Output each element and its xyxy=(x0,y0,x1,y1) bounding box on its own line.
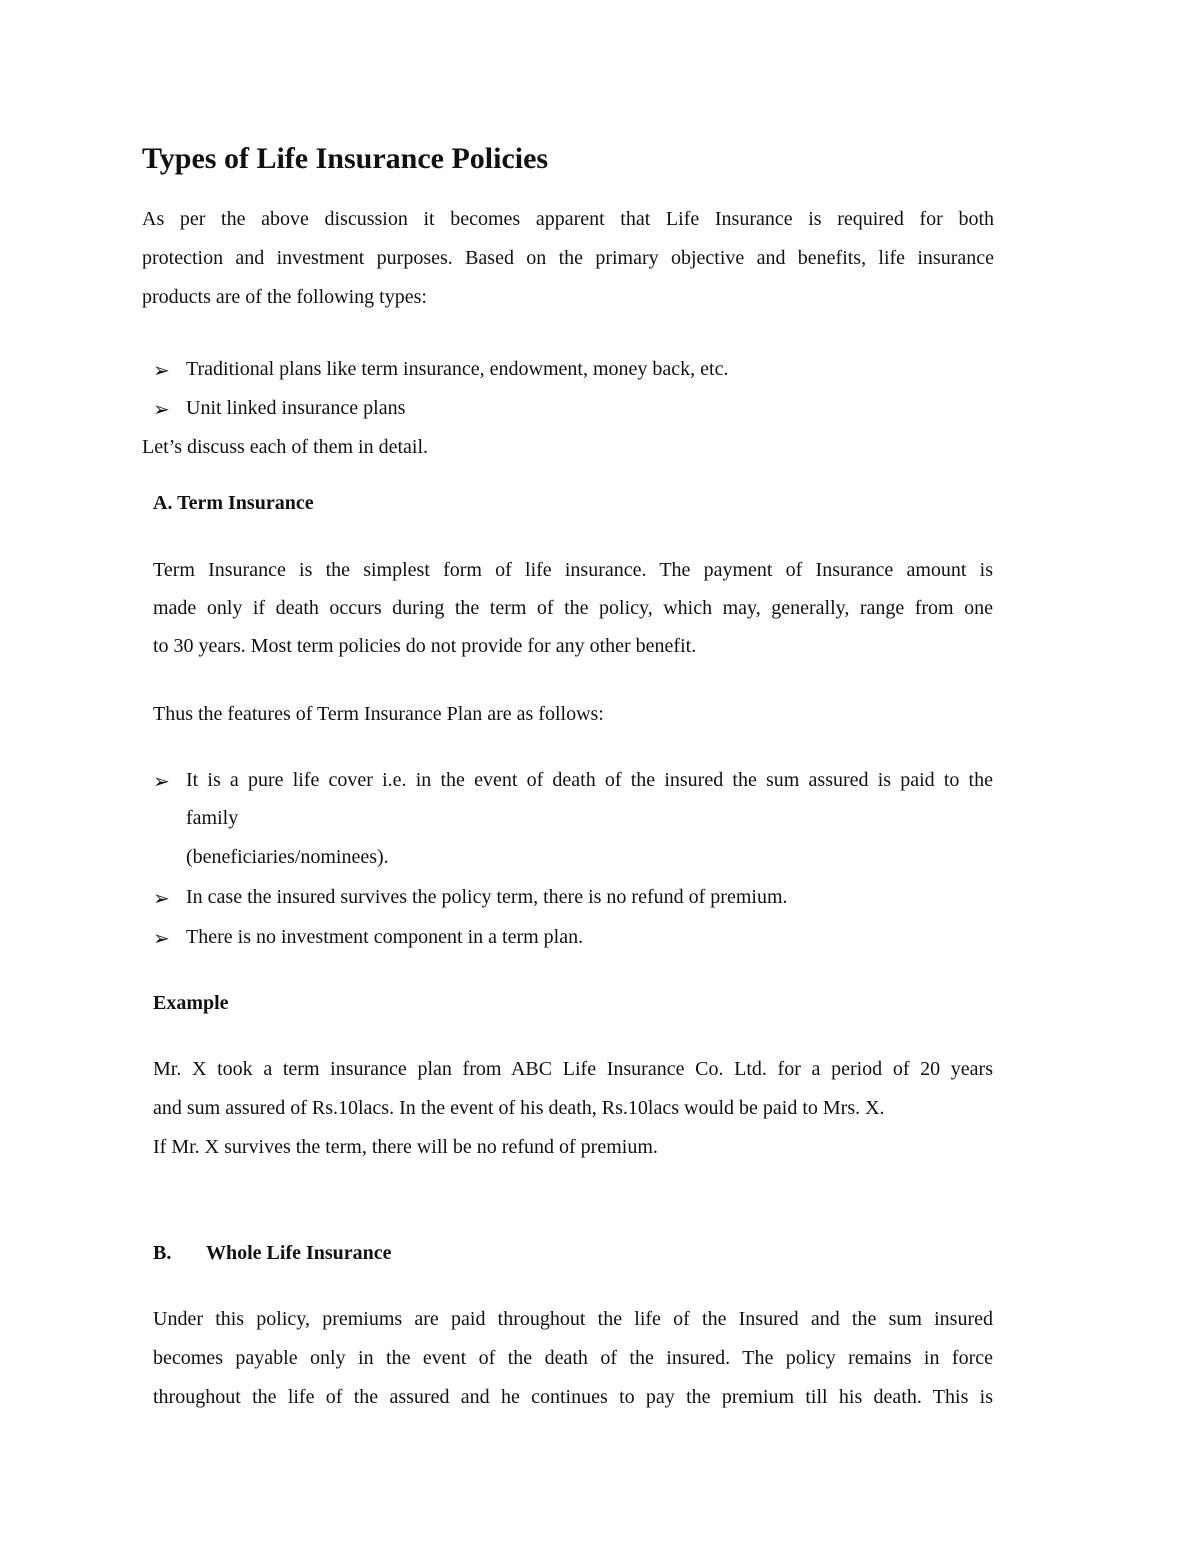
bullet-arrow-icon: ➢ xyxy=(153,888,170,910)
list-item: Unit linked insurance plans xyxy=(186,397,406,419)
page-title: Types of Life Insurance Policies xyxy=(142,142,549,175)
bullet-arrow-icon: ➢ xyxy=(153,360,170,382)
feature-1-line-3: (beneficiaries/nominees). xyxy=(186,846,389,868)
example-line-1: Mr. X took a term insurance plan from ABC Life Insurance Co. Ltd. for a period of 20 years xyxy=(153,1058,993,1080)
example-heading: Example xyxy=(153,992,229,1014)
whole-life-line-1: Under this policy, premiums are paid throughout the life of the Insured and the sum insured xyxy=(153,1308,993,1330)
term-para-line-1: Term Insurance is the simplest form of life insurance. The payment of Insurance amount is xyxy=(153,559,993,581)
section-heading-letter: B. xyxy=(153,1242,172,1264)
example-line-3: If Mr. X survives the term, there will be no refund of premium. xyxy=(153,1136,658,1158)
discuss-line: Let’s discuss each of them in detail. xyxy=(142,436,429,458)
intro-line-2: protection and investment purposes. Based on the primary objective and benefits, life insurance xyxy=(142,247,994,269)
feature-3: There is no investment component in a term plan. xyxy=(186,926,584,948)
whole-life-line-2: becomes payable only in the event of the death of the insured. The policy remains in force xyxy=(153,1347,993,1369)
bullet-arrow-icon: ➢ xyxy=(153,928,170,950)
intro-line-3: products are of the following types: xyxy=(142,286,427,308)
section-heading-term-insurance: A. Term Insurance xyxy=(153,492,314,514)
feature-2: In case the insured survives the policy term, there is no refund of premium. xyxy=(186,886,788,908)
features-intro: Thus the features of Term Insurance Plan are as follows: xyxy=(153,703,604,725)
whole-life-line-3: throughout the life of the assured and he continues to pay the premium till his death. This is xyxy=(153,1386,993,1408)
bullet-arrow-icon: ➢ xyxy=(153,399,170,421)
feature-1-line-1: It is a pure life cover i.e. in the event of death of the insured the sum assured is paid to the xyxy=(186,769,993,791)
term-para-line-2: made only if death occurs during the term of the policy, which may, generally, range from one xyxy=(153,597,993,619)
example-line-2: and sum assured of Rs.10lacs. In the event of his death, Rs.10lacs would be paid to Mrs. X. xyxy=(153,1097,885,1119)
bullet-arrow-icon: ➢ xyxy=(153,771,170,793)
intro-line-1: As per the above discussion it becomes apparent that Life Insurance is required for both xyxy=(142,208,994,230)
section-heading-whole-life-insurance: Whole Life Insurance xyxy=(206,1242,392,1264)
list-item: Traditional plans like term insurance, endowment, money back, etc. xyxy=(186,358,729,380)
feature-1-line-2: family xyxy=(186,807,239,829)
term-para-line-3: to 30 years. Most term policies do not provide for any other benefit. xyxy=(153,635,697,657)
